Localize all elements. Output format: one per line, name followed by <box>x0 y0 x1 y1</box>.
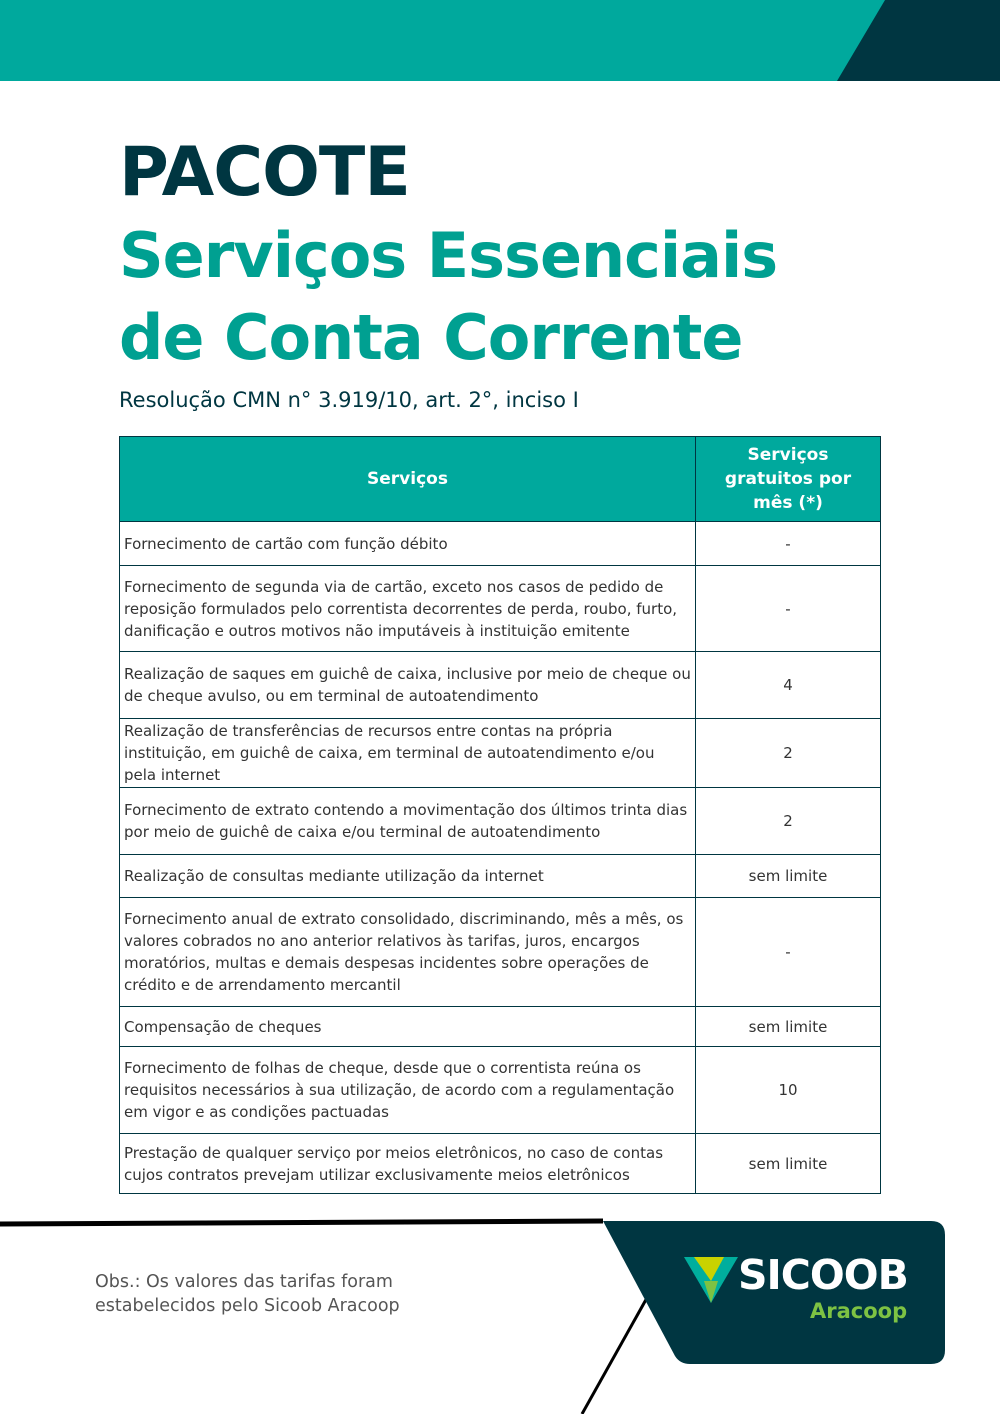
free-count-cell: 2 <box>696 788 881 855</box>
table-row <box>120 719 881 788</box>
table-row <box>120 652 881 719</box>
free-count-cell: - <box>696 566 881 652</box>
footer-rule-line <box>0 1221 603 1224</box>
table-row <box>120 898 881 1007</box>
resolution-subtitle: Resolução CMN n° 3.919/10, art. 2°, inciso I <box>119 388 579 412</box>
free-count-cell: 10 <box>696 1047 881 1134</box>
free-count-cell: - <box>696 522 881 566</box>
free-count-cell: sem limite <box>696 1134 881 1194</box>
free-count-cell: - <box>696 898 881 1007</box>
services-table <box>119 436 881 1194</box>
service-cell: Fornecimento de extrato contendo a movimentação dos últimos trinta dias por meio de guichê de caixa e/ou terminal de autoatendimento <box>120 788 696 855</box>
title-block <box>119 133 777 381</box>
page-title: PACOTE <box>119 133 410 212</box>
service-cell: Realização de consultas mediante utilização da internet <box>120 855 696 898</box>
page-title-line3: de Conta Corrente <box>119 301 743 374</box>
service-cell: Realização de saques em guichê de caixa, inclusive por meio de cheque ou de cheque avulso, ou em terminal de autoatendimento <box>120 652 696 719</box>
sicoob-logo-icon <box>684 1255 738 1305</box>
service-cell: Realização de transferências de recursos entre contas na própria instituição, em guichê de caixa, em terminal de autoatendimento e/ou pela internet <box>120 719 696 788</box>
table-row <box>120 1047 881 1134</box>
table-row <box>120 855 881 898</box>
sicoob-logo <box>684 1251 908 1335</box>
free-count-cell: 2 <box>696 719 881 788</box>
top-banner <box>0 0 1000 81</box>
service-cell: Fornecimento anual de extrato consolidado, discriminando, mês a mês, os valores cobrados no ano anterior relativos às tarifas, juros, encargos moratórios, multas e demais despesas incidentes sobre operações de crédito e de arrendamento mercantil <box>120 898 696 1007</box>
free-count-cell: sem limite <box>696 1007 881 1047</box>
table-row <box>120 566 881 652</box>
free-count-cell: 4 <box>696 652 881 719</box>
table-row <box>120 788 881 855</box>
table-header-row <box>120 437 881 522</box>
observation-line-2: estabelecidos pelo Sicoob Aracoop <box>95 1296 400 1316</box>
observation-note <box>95 1270 400 1318</box>
table-row <box>120 522 881 566</box>
free-count-cell: sem limite <box>696 855 881 898</box>
service-cell: Fornecimento de cartão com função débito <box>120 522 696 566</box>
service-cell: Fornecimento de segunda via de cartão, exceto nos casos de pedido de reposição formulados pelo correntista decorrentes de perda, roubo, furto, danificação e outros motivos não imputáveis à instituição emitente <box>120 566 696 652</box>
service-cell: Compensação de cheques <box>120 1007 696 1047</box>
service-cell: Prestação de qualquer serviço por meios eletrônicos, no caso de contas cujos contratos prevejam utilizar exclusivamente meios eletrônicos <box>120 1134 696 1194</box>
logo-brand-text: SICOOB <box>738 1251 908 1299</box>
table-row <box>120 1007 881 1047</box>
header-services: Serviços <box>120 437 696 522</box>
logo-brand-subtext: Aracoop <box>810 1299 908 1323</box>
service-cell: Fornecimento de folhas de cheque, desde que o correntista reúna os requisitos necessários à sua utilização, de acordo com a regulamentação em vigor e as condições pactuadas <box>120 1047 696 1134</box>
table-row <box>120 1134 881 1194</box>
observation-line-1: Obs.: Os valores das tarifas foram <box>95 1272 393 1292</box>
page-title-line2: Serviços Essenciais <box>119 219 778 292</box>
footer-diagonal-line <box>582 1296 648 1414</box>
header-free-services: Serviços gratuitos por mês (*) <box>696 437 881 522</box>
